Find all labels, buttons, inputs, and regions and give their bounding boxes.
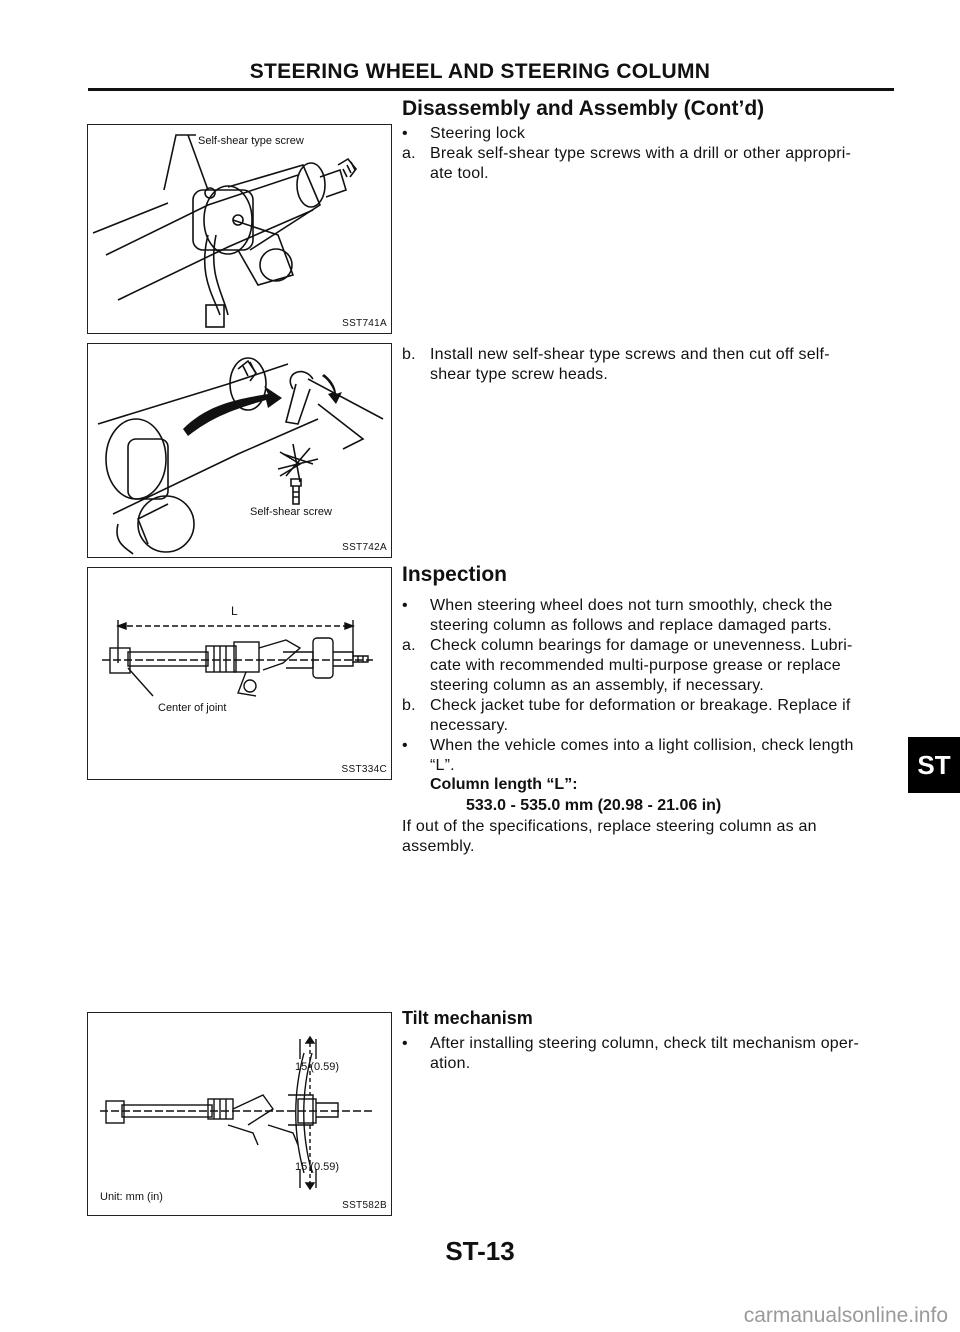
tilt-mechanism-illustration [88, 1013, 393, 1217]
tilt-upper-dimension-label: 15 (0.59) [295, 1061, 340, 1073]
bullet-marker: • [402, 737, 408, 754]
column-length-illustration [88, 568, 393, 781]
disassembly-steps [402, 124, 902, 184]
line-text: steering column as follows and replace damaged parts. [430, 617, 832, 634]
line-text: Check jacket tube for deformation or breakage. Replace if [430, 697, 851, 714]
center-of-joint-label: Center of joint [158, 702, 227, 714]
line-text: When steering wheel does not turn smoothly, check the [430, 597, 833, 614]
line-text: steering column as an assembly, if necessary. [430, 677, 764, 694]
line-text: Break self-shear type screws with a drill or other appropri- [430, 145, 852, 162]
figure-code-sst582b: SST582B [342, 1200, 387, 1211]
column-length-spec-label: Column length “L”: [430, 776, 578, 793]
steering-lock-illustration [88, 125, 393, 335]
tilt-steps [402, 1034, 902, 1074]
bullet-marker: • [402, 125, 408, 142]
figure-steering-lock [87, 124, 392, 334]
line-text: ation. [430, 1055, 471, 1072]
header-rule [88, 88, 894, 91]
inspection-section-title: Inspection [402, 563, 508, 586]
step-marker: a. [402, 637, 416, 654]
figure-tilt-mechanism [87, 1012, 392, 1216]
figure-code-sst742a: SST742A [342, 542, 387, 553]
self-shear-type-screw-label: Self-shear type screw [198, 135, 304, 147]
line-text: After installing steering column, check tilt mechanism oper- [430, 1035, 860, 1052]
line-text: necessary. [430, 717, 509, 734]
line-text: ate tool. [430, 165, 489, 182]
figure-code-sst334c: SST334C [341, 764, 387, 775]
line-text: shear type screw heads. [430, 366, 609, 383]
unit-label: Unit: mm (in) [100, 1191, 163, 1203]
bullet-marker: • [402, 1035, 408, 1052]
column-length-spec-value: 533.0 - 535.0 mm (20.98 - 21.06 in) [466, 797, 722, 814]
self-shear-screw-label: Self-shear screw [250, 506, 332, 518]
line-text: When the vehicle comes into a light collision, check length [430, 737, 854, 754]
bullet-marker: • [402, 597, 408, 614]
figure-column-length [87, 567, 392, 780]
disassembly-step-b [402, 345, 902, 385]
section-tab-st[interactable]: ST [908, 737, 960, 793]
page-header-title: STEERING WHEEL AND STEERING COLUMN [249, 60, 711, 83]
figure-code-sst741a: SST741A [342, 318, 387, 329]
tilt-lower-dimension-label: 15 (0.59) [295, 1161, 340, 1173]
line-text: “L”. [430, 757, 455, 774]
tilt-mechanism-title: Tilt mechanism [402, 1008, 533, 1028]
self-shear-screw-illustration [88, 344, 393, 559]
figure-self-shear-screw [87, 343, 392, 558]
step-marker: b. [402, 697, 416, 714]
line-text: Check column bearings for damage or unevenness. Lubri- [430, 637, 853, 654]
inspection-closing-line-1: If out of the specifications, replace steering column as an [402, 818, 817, 835]
step-marker: b. [402, 346, 416, 363]
page-number: ST-13 [445, 1236, 515, 1266]
line-text: Install new self-shear type screws and then cut off self- [430, 346, 830, 363]
watermark: carmanualsonline.info [743, 1304, 948, 1327]
inspection-closing-line-2: assembly. [402, 838, 475, 855]
line-text: cate with recommended multi-purpose grease or replace [430, 657, 841, 674]
disassembly-section-title: Disassembly and Assembly (Cont’d) [402, 97, 765, 120]
line-text: Steering lock [430, 125, 526, 142]
length-l-label: L [231, 604, 238, 618]
step-marker: a. [402, 145, 416, 162]
inspection-steps [402, 596, 902, 776]
